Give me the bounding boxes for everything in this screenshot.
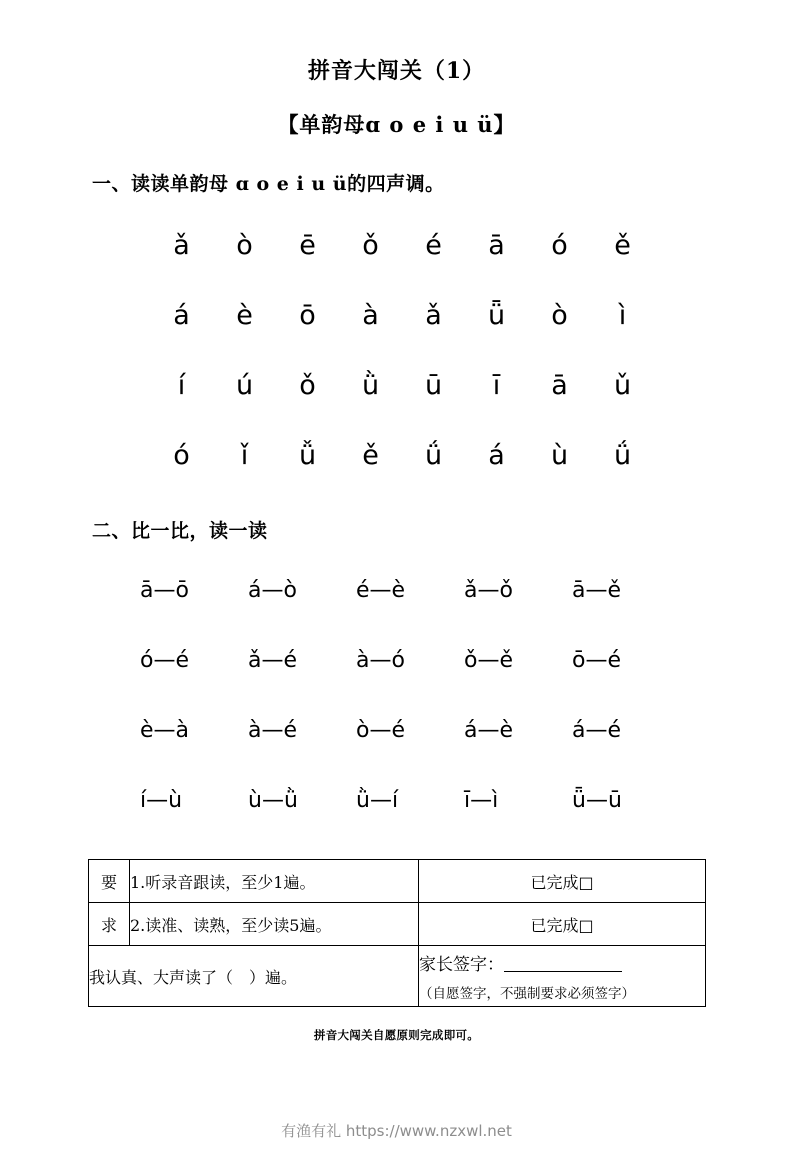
tone-row xyxy=(150,210,673,280)
tone-cell: ī xyxy=(492,369,501,401)
compare-pair: ā—ō xyxy=(140,577,189,603)
compare-pair: è—à xyxy=(140,717,190,743)
tone-cell: ě xyxy=(362,439,379,471)
tone-cell: ǒ xyxy=(299,369,316,401)
compare-pair: ǎ—ǒ xyxy=(464,577,513,603)
signature-cell[interactable] xyxy=(419,946,706,1007)
tone-cell: ǒ xyxy=(362,229,379,261)
tone-cell: ù xyxy=(550,439,569,471)
compare-pair: ó—é xyxy=(140,647,189,673)
tone-row xyxy=(150,280,673,350)
tone-cell: ǘ xyxy=(424,439,443,471)
compare-pair: ī—ì xyxy=(464,787,499,813)
page-title: 拼音大闯关（1） xyxy=(307,58,486,84)
tone-cell: ǎ xyxy=(425,299,442,331)
compare-pair: á—ò xyxy=(248,577,297,603)
signature-line xyxy=(419,950,705,975)
compare-pair: ā—ě xyxy=(572,577,622,603)
watermark: 有渔有礼 https://www.nzxwl.net xyxy=(281,1122,512,1140)
tone-cell: ó xyxy=(173,439,190,471)
tone-cell: ě xyxy=(614,229,631,261)
compare-row xyxy=(140,625,793,695)
compare-pair: é—è xyxy=(356,577,406,603)
tone-cell: ǔ xyxy=(613,369,632,401)
signature-note: （自愿签字，不强制要求必须签字） xyxy=(419,986,635,1002)
tone-cell: ǜ xyxy=(361,369,380,401)
tone-row xyxy=(150,350,673,420)
requirement-text: 1.听录音跟读，至少1遍。 xyxy=(130,860,419,903)
table-row xyxy=(89,903,706,946)
compare-pair: à—é xyxy=(248,717,298,743)
signature-underline[interactable] xyxy=(504,957,622,972)
tone-cell: í xyxy=(177,369,186,401)
compare-row xyxy=(140,765,793,835)
worksheet-page xyxy=(0,54,793,1176)
compare-pair: ù—ǜ xyxy=(248,787,298,813)
compare-row xyxy=(140,695,793,765)
tone-cell: ì xyxy=(618,299,627,331)
tone-cell: ǖ xyxy=(487,299,506,331)
compare-row xyxy=(140,555,793,625)
section-two-heading: 二、比一比，读一读 xyxy=(92,520,268,542)
compare-rows-block xyxy=(0,555,793,835)
compare-pair: à—ó xyxy=(356,647,405,673)
tone-cell: ǐ xyxy=(240,439,249,471)
compare-pair: ǖ—ū xyxy=(572,787,622,813)
requirement-label-yao: 要 xyxy=(89,860,130,903)
requirement-table-wrapper xyxy=(0,859,793,1007)
tone-cell: à xyxy=(362,299,379,331)
compare-pair: ǜ—í xyxy=(356,787,399,813)
compare-pair: ō—é xyxy=(572,647,621,673)
page-subtitle: 【单韵母ɑ o e i u ü】 xyxy=(277,112,516,137)
tone-cell: è xyxy=(236,299,253,331)
tone-cell: á xyxy=(488,439,505,471)
tone-cell: ǚ xyxy=(298,439,317,471)
tone-cell: ó xyxy=(551,229,568,261)
tone-cell: ǎ xyxy=(173,229,190,261)
requirement-label-qiu: 求 xyxy=(89,903,130,946)
tone-cell: ǘ xyxy=(613,439,632,471)
tone-rows-block xyxy=(0,210,793,490)
self-report-field[interactable]: 我认真、大声读了（ ）遍。 xyxy=(89,946,419,1007)
table-row xyxy=(89,860,706,903)
tone-cell: ē xyxy=(299,229,316,261)
compare-pair: ò—é xyxy=(356,717,405,743)
tone-cell: é xyxy=(425,229,442,261)
tone-cell: ū xyxy=(424,369,443,401)
requirement-text: 2.读准、读熟，至少读5遍。 xyxy=(130,903,419,946)
requirement-status-checkbox[interactable]: 已完成□ xyxy=(419,860,706,903)
signature-label: 家长签字： xyxy=(419,955,504,975)
tone-cell: ā xyxy=(488,229,505,261)
tone-cell: ú xyxy=(235,369,254,401)
tone-cell: ò xyxy=(236,229,253,261)
requirement-status-checkbox[interactable]: 已完成□ xyxy=(419,903,706,946)
compare-pair: ǎ—é xyxy=(248,647,298,673)
table-row xyxy=(89,946,706,1007)
tone-cell: ā xyxy=(551,369,568,401)
tone-row xyxy=(150,420,673,490)
compare-pair: á—é xyxy=(572,717,622,743)
compare-pair: ǒ—ě xyxy=(464,647,513,673)
tone-cell: á xyxy=(173,299,190,331)
tone-cell: ò xyxy=(551,299,568,331)
tone-cell: ō xyxy=(299,299,316,331)
compare-pair: í—ù xyxy=(140,787,183,813)
section-one-heading: 一、读读单韵母 ɑ o e i u ü的四声调。 xyxy=(92,173,445,195)
compare-pair: á—è xyxy=(464,717,514,743)
requirement-table xyxy=(88,859,706,1007)
footer-note: 拼音大闯关自愿原则完成即可。 xyxy=(313,1028,480,1042)
